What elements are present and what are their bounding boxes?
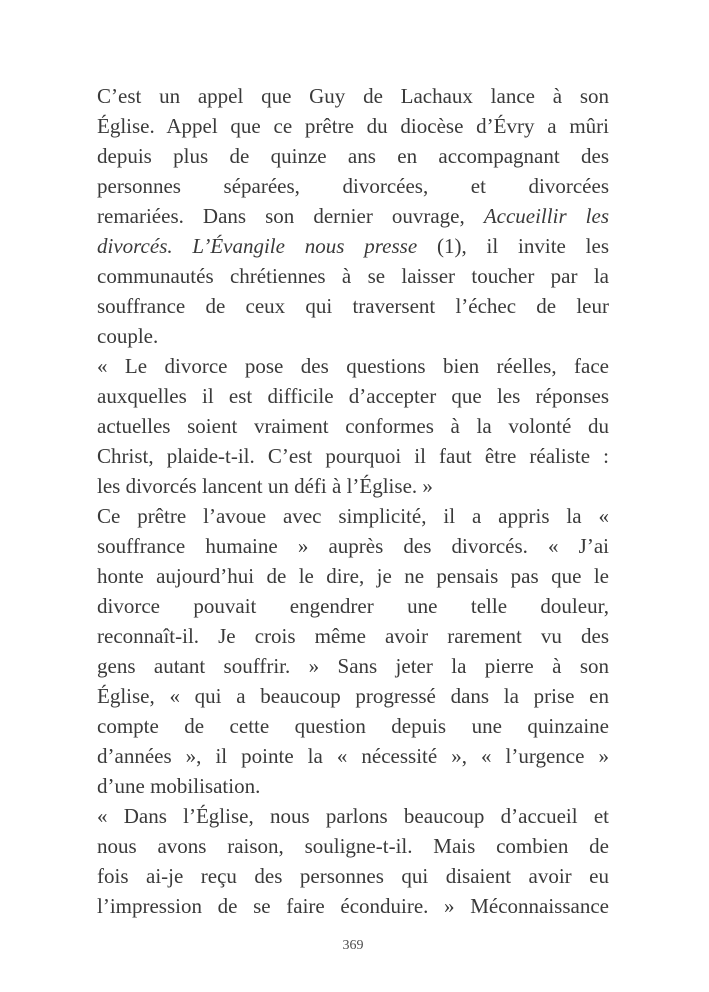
text-run: souffrance de ceux qui traversent l’échec de leur [97, 294, 609, 318]
text-line [97, 891, 609, 921]
text-run: Église, « qui a beaucoup progressé dans la prise en [97, 684, 609, 708]
text-run: « Le divorce pose des questions bien réelles, face [97, 354, 609, 378]
text-line [97, 771, 609, 801]
text-line [97, 471, 609, 501]
text-line [97, 411, 609, 441]
text-run: nous avons raison, souligne-t-il. Mais combien de [97, 834, 609, 858]
text-line [97, 81, 609, 111]
text-line [97, 381, 609, 411]
text-run: communautés chrétiennes à se laisser toucher par la [97, 264, 609, 288]
text-run: couple. [97, 324, 159, 348]
text-run: depuis plus de quinze ans en accompagnant des [97, 144, 609, 168]
text-run: fois ai-je reçu des personnes qui disaient avoir eu [97, 864, 609, 888]
text-run: Christ, plaide-t-il. C’est pourquoi il faut être réaliste : [97, 444, 609, 468]
text-line [97, 591, 609, 621]
text-run: Ce prêtre l’avoue avec simplicité, il a appris la « [97, 504, 609, 528]
text-line [97, 621, 609, 651]
text-run: honte aujourd’hui de le dire, je ne pensais pas que le [97, 564, 609, 588]
text-run: personnes séparées, divorcées, et divorcées [97, 174, 609, 198]
text-run: les divorcés lancent un défi à l’Église. » [97, 474, 433, 498]
text-line [97, 711, 609, 741]
text-run: compte de cette question depuis une quinzaine [97, 714, 609, 738]
text-line [97, 441, 609, 471]
text-line [97, 831, 609, 861]
text-line [97, 561, 609, 591]
text-run: gens autant souffrir. » Sans jeter la pierre à son [97, 654, 609, 678]
text-run: divorce pouvait engendrer une telle douleur, [97, 594, 609, 618]
text-run: (1), il invite les [417, 234, 609, 258]
text-line [97, 321, 609, 351]
text-run: actuelles soient vraiment conformes à la volonté du [97, 414, 609, 438]
text-line [97, 291, 609, 321]
text-run: d’une mobilisation. [97, 774, 261, 798]
italic-text-run: Accueillir les [483, 204, 609, 228]
text-line [97, 171, 609, 201]
text-run: « Dans l’Église, nous parlons beaucoup d’accueil et [97, 804, 609, 828]
text-run: auxquelles il est difficile d’accepter que les réponses [97, 384, 609, 408]
text-line [97, 141, 609, 171]
text-line [97, 351, 609, 381]
text-line [97, 531, 609, 561]
paragraph [97, 801, 609, 921]
page-number: 369 [342, 938, 364, 953]
text-run: remariées. Dans son dernier ouvrage, [97, 204, 484, 228]
text-run: l’impression de se faire éconduire. » Méconnaissance [97, 894, 609, 918]
text-line [97, 501, 609, 531]
text-run: C’est un appel que Guy de Lachaux lance à son [97, 84, 609, 108]
paragraph [97, 351, 609, 501]
text-line [97, 741, 609, 771]
italic-text-run: divorcés. L’Évangile nous presse [97, 234, 418, 258]
text-block [97, 81, 609, 921]
text-line [97, 801, 609, 831]
text-run: souffrance humaine » auprès des divorcés. « J’ai [97, 534, 609, 558]
text-run: reconnaît-il. Je crois même avoir rarement vu des [97, 624, 609, 648]
text-line [97, 261, 609, 291]
paragraph [97, 81, 609, 351]
text-line [97, 231, 609, 261]
text-line [97, 651, 609, 681]
text-line [97, 111, 609, 141]
text-line [97, 201, 609, 231]
paragraph [97, 501, 609, 801]
text-line [97, 681, 609, 711]
text-run: d’années », il pointe la « nécessité », « l’urgence » [97, 744, 609, 768]
text-line [97, 861, 609, 891]
text-run: Église. Appel que ce prêtre du diocèse d’Évry a mûri [97, 114, 609, 138]
